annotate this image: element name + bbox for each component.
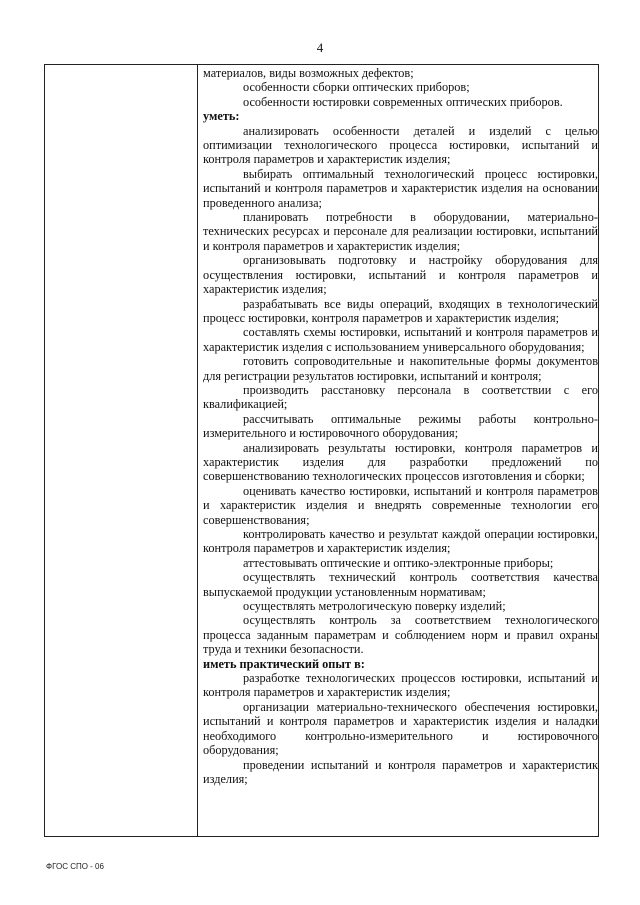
list-item: осуществлять контроль за соответствием технологического процесса заданным параметрам и соблюдением норм и правил охраны труда и техники безопасности.	[203, 613, 598, 657]
list-item: особенности юстировки современных оптических приборов.	[243, 94, 563, 109]
list-item: осуществлять технический контроль соответствия качества выпускаемой продукции установленным нормативам;	[203, 570, 598, 599]
list-item: анализировать особенности деталей и изделий с целью оптимизации технологического процесса юстировки, испытаний и контроля параметров и характеристик изделия;	[203, 123, 598, 167]
list-item: разработке технологических процессов юстировки, испытаний и контроля параметров и характеристик изделия;	[203, 671, 598, 700]
list-item: контролировать качество и результат каждой операции юстировки, контроля параметров и характеристик изделия;	[203, 527, 598, 556]
table-right-column	[198, 65, 598, 836]
list-item: планировать потребности в оборудовании, материально-технических ресурсах и персонале для реализации юстировки, испытаний и контроля параметров и характеристик изделия;	[203, 210, 598, 253]
list-item: разрабатывать все виды операций, входящих в технологический процесс юстировки, контроля параметров и характеристик изделия;	[203, 296, 598, 325]
footer-doc-code: ФГОС СПО - 06	[46, 862, 104, 871]
list-item: осуществлять метрологическую поверку изделий;	[243, 599, 506, 614]
continuation-text: материалов, виды возможных дефектов;	[203, 66, 414, 80]
section-heading-practical-experience: иметь практический опыт в:	[203, 656, 365, 671]
list-item: рассчитывать оптимальные режимы работы контрольно-измерительного и юстировочного оборудования;	[203, 411, 598, 441]
list-item: проведении испытаний и контроля параметров и характеристик изделия;	[203, 757, 598, 786]
section-heading-skills: уметь:	[203, 109, 240, 124]
list-item: анализировать результаты юстировки, контроля параметров и характеристик изделия для разработки предложений по совершенствованию технологических процессов изготовления и сборки;	[203, 440, 598, 484]
table-left-column	[45, 65, 198, 836]
list-item: выбирать оптимальный технологический процесс юстировки, испытаний и контроля параметров и характеристик изделия на основании проведенного анализа;	[203, 166, 598, 210]
requirements-table	[44, 64, 599, 837]
list-item: особенности сборки оптических приборов;	[243, 80, 470, 95]
list-item: производить расстановку персонала в соответствии с его квалификацией;	[203, 382, 598, 412]
page-number: 4	[316, 40, 324, 55]
list-item: аттестовывать оптические и оптико-электронные приборы;	[243, 555, 554, 570]
list-item: готовить сопроводительные и накопительные формы документов для регистрации результатов юстировки, испытаний и контроля;	[203, 354, 598, 383]
list-item: организовывать подготовку и настройку оборудования для осуществления юстировки, испытаний и контроля параметров и характеристик изделия;	[203, 253, 598, 297]
list-item: составлять схемы юстировки, испытаний и контроля параметров и характеристик изделия с использованием универсального оборудования;	[203, 325, 598, 354]
list-item: оценивать качество юстировки, испытаний и контроля параметров и характеристик изделия и внедрять современные технологии его совершенствования;	[203, 483, 598, 527]
list-item: организации материально-технического обеспечения юстировки, испытаний и контроля параметров и характеристик изделия и наладки необходимого контрольно-измерительного и юстировочного оборудования;	[203, 699, 598, 758]
